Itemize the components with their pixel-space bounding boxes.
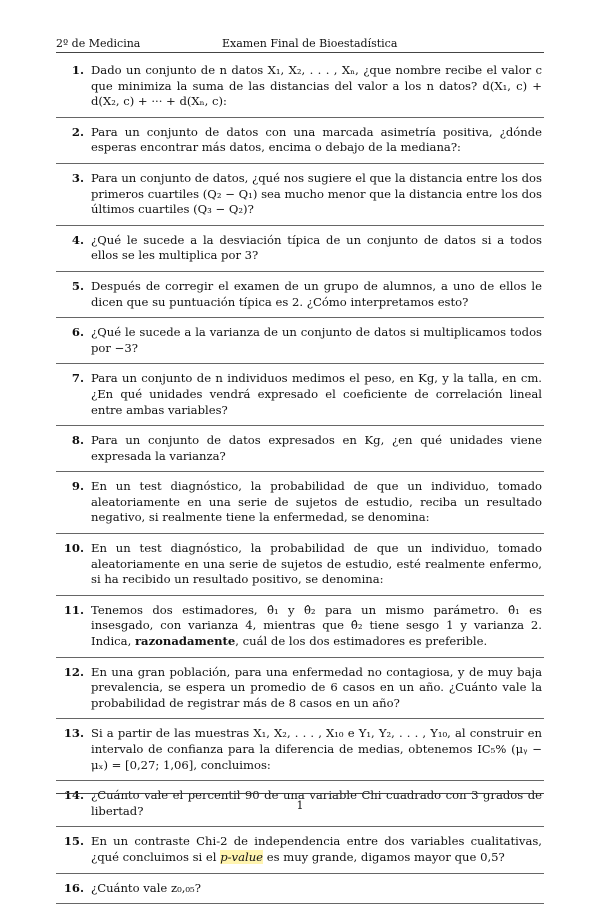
question-text: Para un conjunto de datos, ¿qué nos sugiere el que la distancia entre los dos primeros cuartiles (Q₂ − Q₁) sea mucho menor que la distancia entre los dos últimos cuartiles (Q₃ − Q₂)?: [91, 170, 542, 217]
question-13: [56, 719, 544, 781]
question-text: Si a partir de las muestras X₁, X₂, . . . , X₁₀ e Y₁, Y₂, . . . , Y₁₀, al construir en intervalo de confianza para la diferencia de medias, obtenemos IC₅% (μᵧ − μₓ) = [0,27; 1,06], concluimos:: [91, 726, 542, 772]
question-number: 11.: [63, 602, 84, 617]
question-text: ¿Cuánto vale z₀,₀₅?: [91, 880, 201, 895]
question-number: 1.: [71, 63, 84, 77]
question-4: [56, 226, 544, 272]
question-number: 12.: [63, 664, 84, 679]
question-text-start: Tenemos dos estimadores, θ̂₁ y θ̂₂ para un mismo parámetro. θ̂₁ es insesgado, con varianza 4, mientras que θ̂₂ tiene sesgo 1 y varianza 2. Indica,: [91, 602, 542, 649]
question-text: ¿Qué le sucede a la desviación típica de un conjunto de datos si a todos ellos se les multiplica por 3?: [91, 232, 542, 263]
question-3: [56, 164, 544, 226]
question-16: [56, 874, 544, 904]
question-text: En una gran población, para una enfermedad no contagiosa, y de muy baja prevalencia, se espera un promedio de 6 casos en un año. ¿Cuánto vale la probabilidad de registrar más de 8 casos en un año?: [91, 664, 542, 710]
question-list: [56, 56, 544, 904]
question-number: 16.: [63, 880, 84, 895]
bold-keyword: razonadamente: [134, 634, 236, 649]
exam-title: Examen Final de Bioestadística: [222, 37, 398, 50]
question-5: [56, 272, 544, 318]
question-text: En un test diagnóstico, la probabilidad de que un individuo, tomado aleatoriamente en una serie de sujetos de estudio, reciba un resultado negativo, si realmente tiene la enfermedad, se denomina:: [91, 479, 542, 525]
question-number: 8.: [71, 433, 84, 448]
question-15: [56, 827, 544, 873]
question-text-start: En un contraste Chi-2 de independencia entre dos variables cualitativas, ¿qué concluimos si el: [91, 834, 542, 864]
question-text: Para un conjunto de datos expresados en Kg, ¿en qué unidades viene expresada la varianza?: [91, 433, 542, 463]
question-1: [56, 56, 544, 118]
header-rule: [56, 52, 544, 53]
page-number: 1: [296, 799, 304, 812]
footer-rule: [56, 793, 544, 794]
question-text: [91, 603, 542, 650]
question-7: [56, 364, 544, 426]
page-header: [56, 37, 544, 51]
question-8: [56, 426, 544, 472]
question-text: En un test diagnóstico, la probabilidad de que un individuo, tomado aleatoriamente en una serie de sujetos de estudio, esté realmente enfermo, si ha recibido un resultado positivo, se denomina:: [91, 541, 542, 587]
question-number: 7.: [71, 371, 84, 386]
question-number: 4.: [71, 232, 84, 247]
question-number: 6.: [71, 325, 84, 340]
question-number: 10.: [63, 541, 84, 556]
question-text: [91, 834, 542, 865]
question-6: [56, 318, 544, 364]
question-text: ¿Cuánto vale el percentil 90 de una variable Chi cuadrado con 3 grados de libertad?: [91, 788, 542, 818]
question-number: 14.: [63, 788, 84, 803]
question-12: [56, 658, 544, 720]
question-text: Dado un conjunto de n datos X₁, X₂, . . . , Xₙ, ¿que nombre recibe el valor c que minimiza la suma de las distancias del valor a los n datos? d(X₁, c) + d(X₂, c) + ··· + d(Xₙ, c):: [91, 63, 542, 109]
question-text: Para un conjunto de n individuos medimos el peso, en Kg, y la talla, en cm. ¿En qué unidades vendrá expresado el coeficiente de correlación lineal entre ambas variables?: [91, 371, 542, 417]
question-9: [56, 472, 544, 534]
question-number: 9.: [71, 479, 84, 494]
question-number: 2.: [71, 124, 84, 139]
course-label: 2º de Medicina: [56, 37, 141, 50]
question-10: [56, 534, 544, 596]
question-text-end: , cuál de los dos estimadores es preferible.: [235, 634, 488, 649]
question-2: [56, 118, 544, 164]
question-number: 15.: [63, 834, 84, 849]
question-number: 13.: [63, 726, 84, 741]
question-text-end: es muy grande, digamos mayor que 0,5?: [263, 849, 505, 864]
question-text: ¿Qué le sucede a la varianza de un conjunto de datos si multiplicamos todos por −3?: [91, 325, 542, 355]
question-number: 5.: [71, 278, 84, 293]
question-number: 3.: [71, 170, 84, 185]
question-11: [56, 596, 544, 658]
highlighted-term: p-value: [220, 849, 264, 864]
question-text: Después de corregir el examen de un grupo de alumnos, a uno de ellos le dicen que su puntuación típica es 2. ¿Cómo interpretamos esto?: [91, 278, 542, 309]
question-text: Para un conjunto de datos con una marcada asimetría positiva, ¿dónde esperas encontrar más datos, encima o debajo de la mediana?:: [91, 124, 542, 155]
